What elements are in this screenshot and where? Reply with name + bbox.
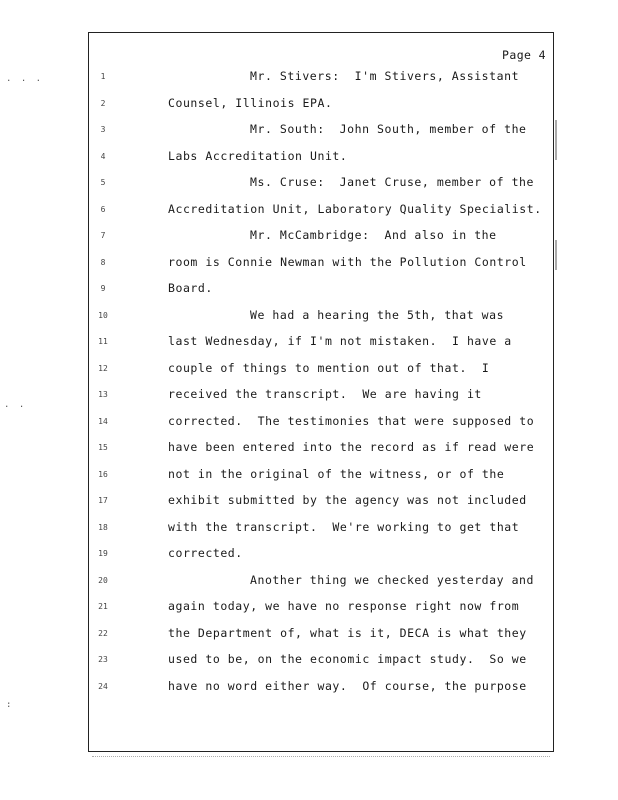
line-text: couple of things to mention out of that. I <box>168 361 490 375</box>
line-number: 4 <box>100 152 106 161</box>
line-number: 7 <box>100 231 106 240</box>
line-text: not in the original of the witness, or of the <box>168 467 505 481</box>
transcript-line <box>0 122 618 148</box>
transcript-line <box>0 387 618 413</box>
transcript-line <box>0 334 618 360</box>
transcript-line <box>0 175 618 201</box>
transcript-line <box>0 652 618 678</box>
line-text: Another thing we checked yesterday and <box>250 573 534 587</box>
line-number: 12 <box>98 364 108 373</box>
line-number: 5 <box>100 178 106 187</box>
transcript-line <box>0 493 618 519</box>
scan-artifact: . . <box>4 400 27 410</box>
line-text: Ms. Cruse: Janet Cruse, member of the <box>250 175 534 189</box>
transcript-line <box>0 679 618 705</box>
line-text: Labs Accreditation Unit. <box>168 149 348 163</box>
line-number: 1 <box>100 72 106 81</box>
line-text: Mr. South: John South, member of the <box>250 122 527 136</box>
transcript-line <box>0 149 618 175</box>
line-text: Counsel, Illinois EPA. <box>168 96 333 110</box>
line-text: Mr. Stivers: I'm Stivers, Assistant <box>250 69 520 83</box>
line-number: 24 <box>98 682 108 691</box>
line-number: 17 <box>98 496 108 505</box>
line-text: Board. <box>168 281 213 295</box>
line-text: the Department of, what is it, DECA is what they <box>168 626 527 640</box>
line-text: last Wednesday, if I'm not mistaken. I have a <box>168 334 512 348</box>
transcript-line <box>0 96 618 122</box>
transcript-line <box>0 546 618 572</box>
line-text: We had a hearing the 5th, that was <box>250 308 505 322</box>
line-number: 23 <box>98 655 108 664</box>
transcript-line <box>0 626 618 652</box>
line-number: 9 <box>100 284 106 293</box>
line-number: 22 <box>98 629 108 638</box>
line-text: have been entered into the record as if read were <box>168 440 535 454</box>
scan-artifact <box>92 756 550 759</box>
transcript-line <box>0 573 618 599</box>
line-text: Accreditation Unit, Laboratory Quality Specialist. <box>168 202 542 216</box>
transcript-line <box>0 361 618 387</box>
transcript-line <box>0 228 618 254</box>
line-text: again today, we have no response right now from <box>168 599 520 613</box>
line-text: Mr. McCambridge: And also in the <box>250 228 497 242</box>
line-number: 6 <box>100 205 106 214</box>
line-text: exhibit submitted by the agency was not included <box>168 493 527 507</box>
line-number: 19 <box>98 549 108 558</box>
line-number: 16 <box>98 470 108 479</box>
scan-artifact: . . . <box>6 74 44 84</box>
line-number: 11 <box>98 337 108 346</box>
line-number: 21 <box>98 602 108 611</box>
line-number: 2 <box>100 99 106 108</box>
transcript-line <box>0 599 618 625</box>
line-number: 13 <box>98 390 108 399</box>
transcript-line <box>0 308 618 334</box>
page-number: Page 4 <box>502 48 546 62</box>
transcript-line <box>0 440 618 466</box>
transcript-line <box>0 520 618 546</box>
transcript-line <box>0 467 618 493</box>
line-text: corrected. <box>168 546 243 560</box>
line-number: 3 <box>100 125 106 134</box>
line-text: have no word either way. Of course, the purpose <box>168 679 527 693</box>
transcript-line <box>0 202 618 228</box>
line-number: 18 <box>98 523 108 532</box>
line-text: with the transcript. We're working to get that <box>168 520 520 534</box>
transcript-line <box>0 69 618 95</box>
line-text: used to be, on the economic impact study. So we <box>168 652 527 666</box>
line-number: 8 <box>100 258 106 267</box>
transcript-line <box>0 414 618 440</box>
transcript-line <box>0 255 618 281</box>
line-number: 14 <box>98 417 108 426</box>
line-text: corrected. The testimonies that were supposed to <box>168 414 535 428</box>
transcript-line <box>0 281 618 307</box>
line-text: room is Connie Newman with the Pollution Control <box>168 255 527 269</box>
line-number: 10 <box>98 311 108 320</box>
scan-artifact: : <box>6 700 14 710</box>
line-text: received the transcript. We are having it <box>168 387 482 401</box>
line-number: 15 <box>98 443 108 452</box>
line-number: 20 <box>98 576 108 585</box>
